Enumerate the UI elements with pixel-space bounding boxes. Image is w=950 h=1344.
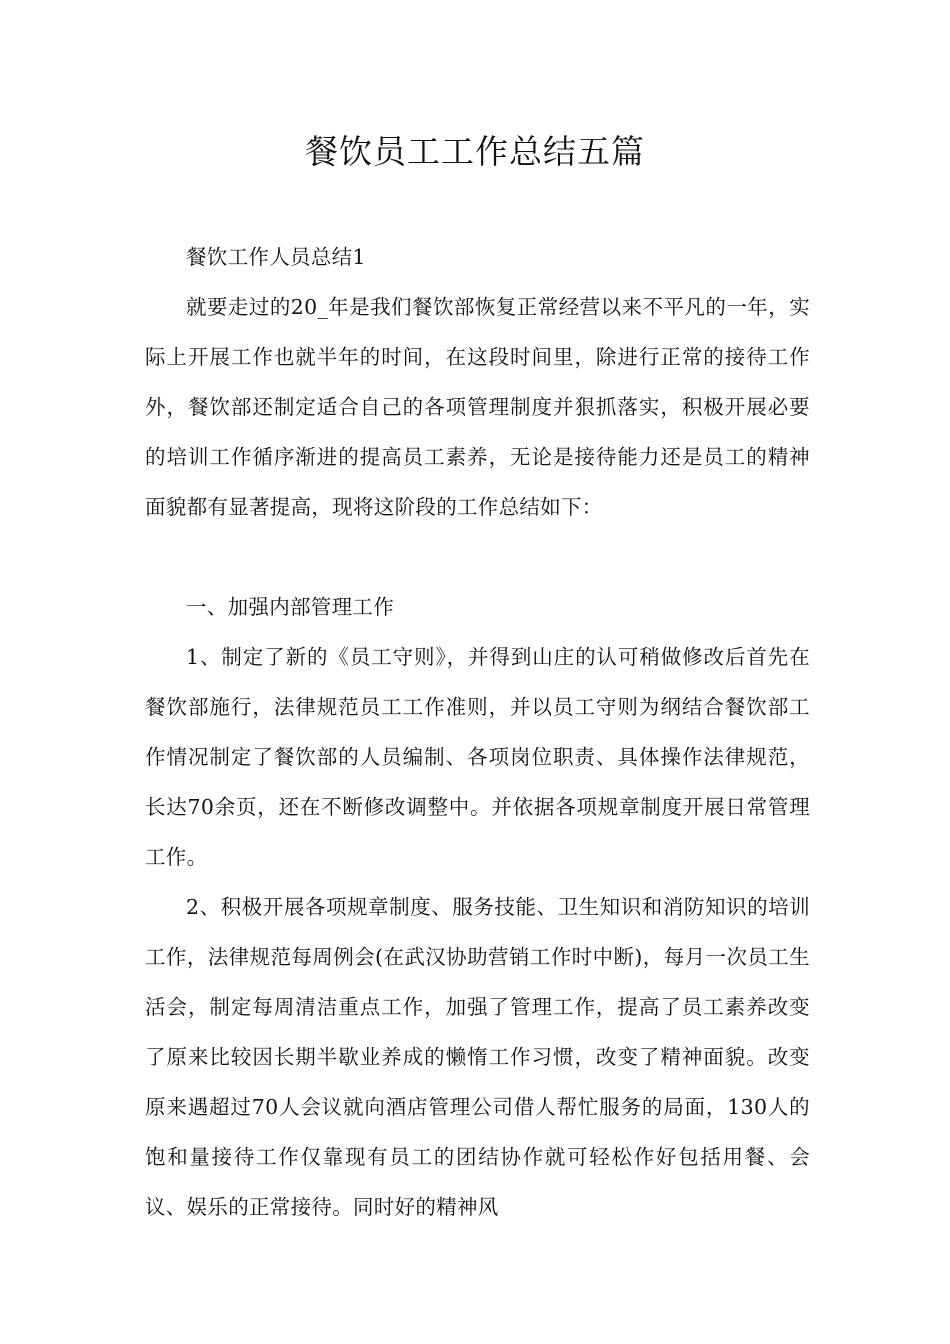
- item-2-paragraph: 2、积极开展各项规章制度、服务技能、卫生知识和消防知识的培训工作，法律规范每周例会(在武汉协助营销工作时中断)，每月一次员工生活会，制定每周清洁重点工作，加强了管理工作，提高了员工素养改变了原来比较因长期半歇业养成的懒惰工作习惯，改变了精神面貌。改变原来遇超过70人会议就向酒店管理公司借人帮忙服务的局面，130人的饱和量接待工作仅靠现有员工的团结协作就可轻松作好包括用餐、会议、娱乐的正常接待。同时好的精神风: [145, 895, 810, 1219]
- part1-heading: 一、加强内部管理工作: [186, 595, 394, 619]
- section-heading: 餐饮工作人员总结1: [186, 245, 366, 269]
- intro-paragraph: 就要走过的20_年是我们餐饮部恢复正常经营以来不平凡的一年，实际上开展工作也就半年的时间，在这段时间里，除进行正常的接待工作外，餐饮部还制定适合自己的各项管理制度并狠抓落实，积极开展必要的培训工作循序渐进的提高员工素养，无论是接待能力还是员工的精神面貌都有显著提高，现将这阶段的工作总结如下：: [145, 295, 810, 519]
- paragraph-spacer: [145, 532, 810, 582]
- document-body: [145, 232, 810, 1232]
- item-1-paragraph: 1、制定了新的《员工守则》，并得到山庄的认可稍做修改后首先在餐饮部施行，法律规范员工工作准则，并以员工守则为纲结合餐饮部工作情况制定了餐饮部的人员编制、各项岗位职责、具体操作法律规范，长达70余页，还在不断修改调整中。并依据各项规章制度开展日常管理工作。: [145, 645, 810, 869]
- document-title: 餐饮员工工作总结五篇: [305, 132, 645, 171]
